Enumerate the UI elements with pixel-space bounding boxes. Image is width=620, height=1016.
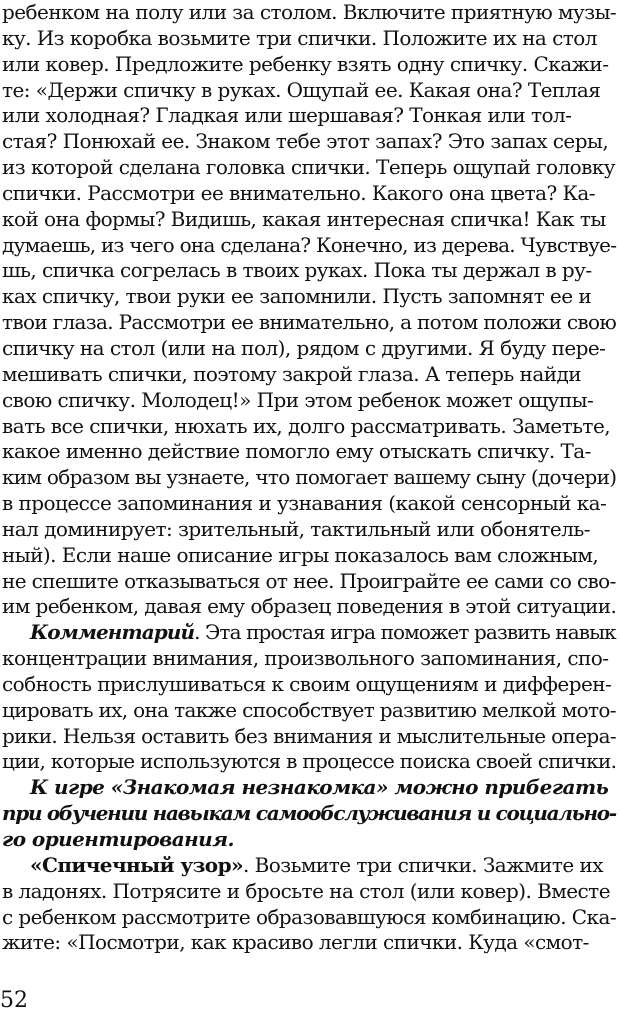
text-line: не спешите отказываться от нее. Проиграйте ее сами со сво-	[2, 568, 616, 593]
text-line: ный). Если наше описание игры показалось вам сложным,	[2, 542, 599, 567]
text-line: ках спичку, твои руки ее запомнили. Пусть запомнят ее и	[2, 284, 592, 309]
comment-line: рики. Нельзя оставить без внимания и мыслительные опера-	[2, 723, 616, 748]
text-line: те: «Держи спичку в руках. Ощупай ее. Какая она? Теплая	[2, 77, 601, 102]
text-line: нал доминирует: зрительный, тактильный или обонятель-	[2, 516, 590, 541]
text-line: мешивать спички, поэтому закрой глаза. А теперь найди	[2, 361, 582, 386]
text-line: кой она формы? Видишь, какая интересная спичка! Как ты	[2, 206, 606, 231]
text-line: или холодная? Гладкая или шершавая? Тонкая или тол-	[2, 103, 572, 128]
text-line: или ковер. Предложите ребенку взять одну спичку. Скажи-	[2, 51, 609, 76]
game-text: . Возьмите три спички. Зажмите их	[242, 852, 603, 877]
comment-line: ции, которые используются в процессе поиска своей спички.	[2, 749, 617, 774]
comment-line: собность прислушиваться к своим ощущениям и дифферен-	[2, 671, 612, 696]
text-line: спичку на стол (или на пол), рядом с другими. Я буду пере-	[2, 335, 606, 360]
text-line: спички. Рассмотри ее внимательно. Какого она цвета? Ка-	[2, 180, 595, 205]
text-line: в процессе запоминания и узнавания (какой сенсорный ка-	[2, 491, 607, 516]
text-line: думаешь, из чего она сделана? Конечно, из дерева. Чувствуе-	[2, 232, 617, 257]
game-paragraph-start	[2, 853, 618, 879]
text-line: какое именно действие помогло ему отыскать спичку. Та-	[2, 439, 591, 464]
note-line: го ориентирования.	[2, 827, 234, 851]
comment-label: Комментарий	[30, 620, 195, 645]
page-number: 52	[0, 988, 28, 1013]
comment-paragraph-start	[2, 620, 618, 646]
text-line: шь, спичка согрелась в твоих руках. Пока ты держал в ру-	[2, 258, 592, 283]
page-text	[2, 0, 618, 956]
text-line: ким образом вы узнаете, что помогает вашему сыну (дочери)	[2, 465, 617, 490]
game-line: в ладонях. Потрясите и бросьте на стол (или ковер). Вместе	[2, 878, 610, 903]
text-line: вать все спички, нюхать их, долго рассматривать. Заметьте,	[2, 413, 611, 438]
text-line: свою спичку. Молодец!» При этом ребенок может ощупы-	[2, 387, 594, 412]
comment-text: . Эта простая игра поможет развить навык	[194, 620, 616, 645]
game-line: жите: «Посмотри, как красиво легли спички. Куда «смот-	[2, 930, 589, 955]
text-line: ку. Из коробка возьмите три спички. Положите их на стол	[2, 25, 597, 50]
comment-line: концентрации внимания, произвольного запоминания, спо-	[2, 646, 609, 671]
text-line: ребенком на полу или за столом. Включите приятную музы-	[2, 0, 617, 24]
text-line: твои глаза. Рассмотри ее внимательно, а потом положи свою	[2, 310, 617, 335]
text-line: стая? Понюхай ее. Знаком тебе этот запах? Это запах серы,	[2, 129, 609, 154]
game-title: «Спичечный узор»	[30, 852, 243, 877]
game-line: с ребенком рассмотрите образовавшуюся комбинацию. Ска-	[2, 904, 617, 929]
text-line: из которой сделана головка спички. Теперь ощупай головку	[2, 155, 616, 180]
note-line: К игре «Знакомая незнакомка» можно прибегать	[30, 775, 609, 800]
note-line: при обучении навыкам самообслуживания и социально-	[2, 801, 616, 826]
comment-line: цировать их, она также способствует развитию мелкой мото-	[2, 697, 616, 722]
text-line: им ребенком, давая ему образец поведения в этой ситуации.	[2, 594, 617, 619]
